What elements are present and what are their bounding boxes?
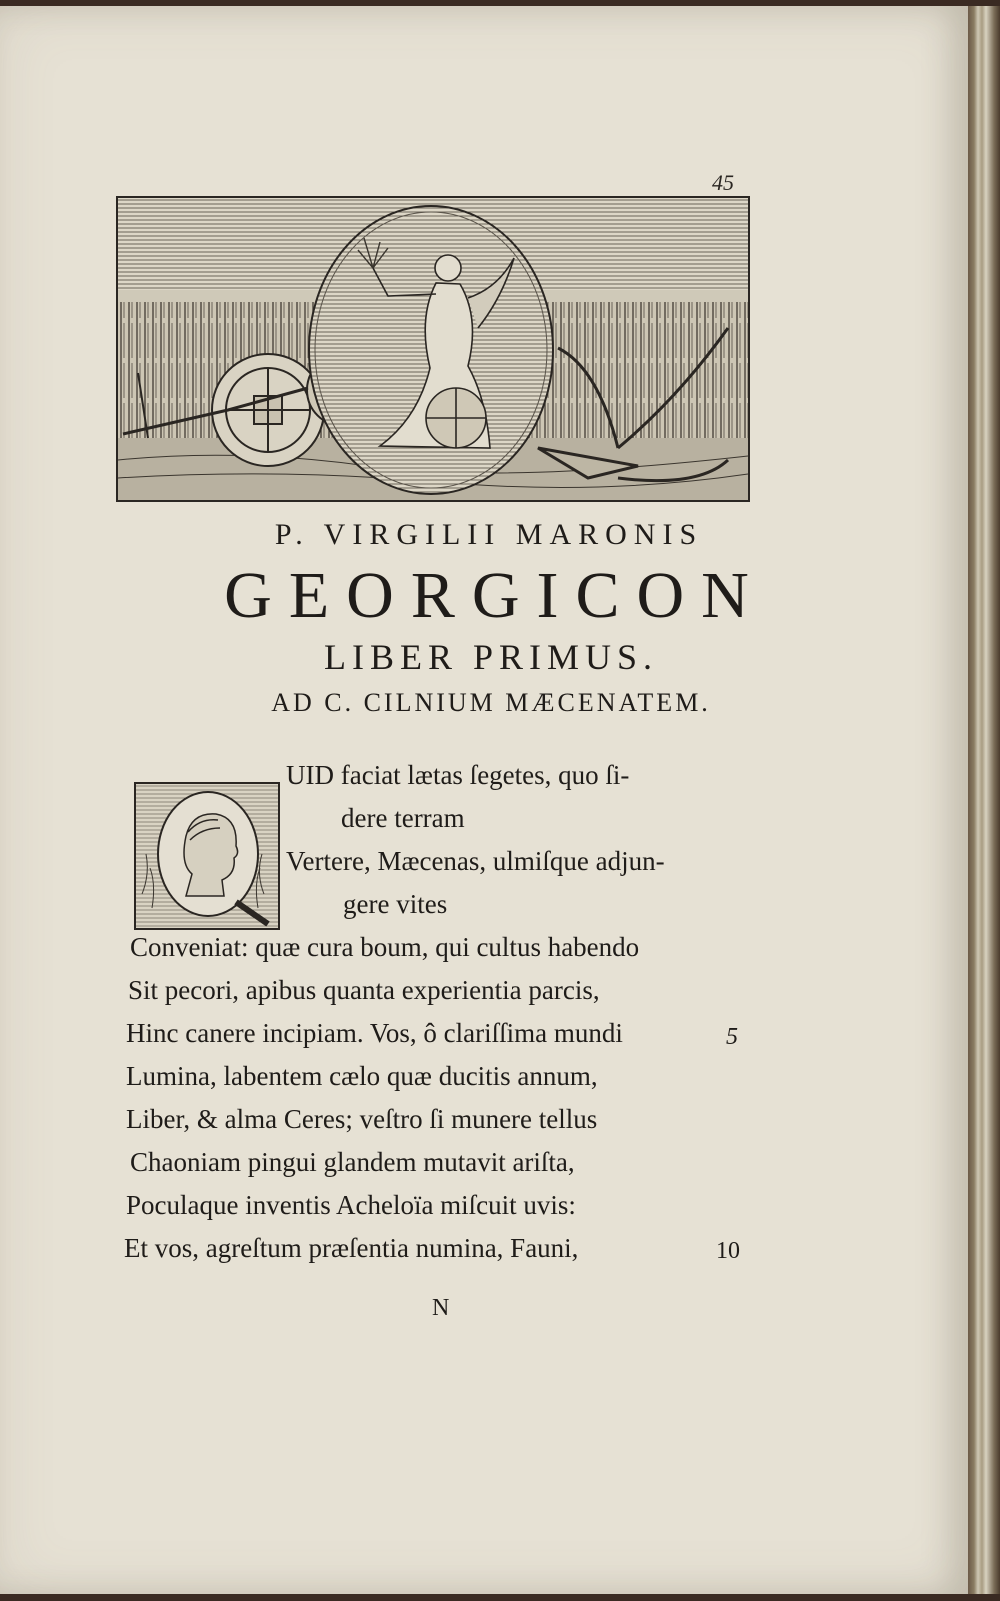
book-heading: LIBER PRIMUS. [323, 637, 659, 677]
poem-line: gere vites [343, 889, 448, 919]
poem-line: Chaoniam pingui glandem mutavit ariſta, [130, 1147, 575, 1177]
poem-line: UID faciat lætas ſegetes, quo ſi- [286, 760, 630, 790]
line-number: 5 [726, 1024, 738, 1050]
poem-line: Hinc canere incipiam. Vos, ô clariſſima mundi [126, 1018, 623, 1048]
page-edge [968, 6, 1000, 1594]
poem-line: Conveniat: quæ cura boum, qui cultus habendo [130, 932, 640, 962]
poem-line: Liber, & alma Ceres; veſtro ſi munere tellus [126, 1104, 598, 1134]
poem-line: Poculaque inventis Acheloïa miſcuit uvis: [126, 1190, 576, 1220]
author-heading: P. VIRGILII MARONIS [274, 518, 704, 551]
dedication-heading: AD C. CILNIUM MÆCENATEM. [271, 688, 711, 717]
poem-line: Et vos, agreſtum præſentia numina, Fauni, [124, 1233, 579, 1263]
work-title: GEORGICON [224, 559, 766, 632]
portrait-medallion-engraving [134, 782, 280, 930]
poem-line: Vertere, Mæcenas, ulmiſque adjun- [286, 846, 665, 876]
signature-mark: N [432, 1295, 450, 1321]
ceres-vignette-engraving [116, 196, 750, 502]
page-number: 45 [712, 170, 734, 195]
line-number: 10 [716, 1238, 740, 1264]
poem-line: dere terram [341, 803, 465, 833]
poem-line: Lumina, labentem cælo quæ ducitis annum, [126, 1061, 598, 1091]
poem-line: Sit pecori, apibus quanta experientia parcis, [128, 975, 600, 1005]
